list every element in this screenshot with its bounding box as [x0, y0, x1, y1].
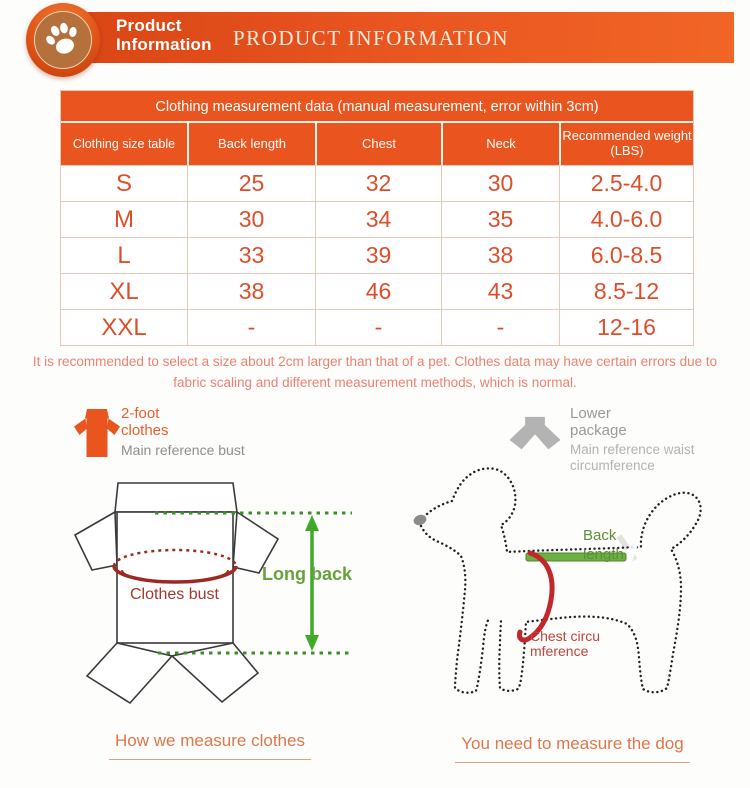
cell-size: S	[115, 169, 132, 197]
cell-neck: 35	[441, 202, 559, 237]
badge-label-line2: Information	[116, 34, 212, 54]
chest-circumference-label: Chest circumference	[530, 628, 601, 660]
cell-back-length: -	[187, 310, 315, 345]
cell-size: M	[114, 205, 134, 233]
long-back-label: Long back	[262, 564, 353, 584]
cell-chest: 34	[315, 202, 441, 237]
back-length-label: Back length	[583, 527, 624, 563]
clothes-caption: How we measure clothes	[109, 731, 311, 760]
legend-lower-type	[570, 405, 658, 440]
table-row	[61, 201, 693, 237]
cell-neck: 43	[441, 274, 559, 309]
sizing-note: It is recommended to select a size about 2cm larger than that of a pet. Clothes data may have certain errors due to fabric scaling and different measurement methods, which is normal.	[32, 354, 718, 390]
legend-lower-subtitle: Main reference waist circumference	[570, 442, 695, 473]
badge-label	[116, 17, 212, 54]
cell-weight: 12-16	[559, 310, 693, 345]
dog-caption: You need to measure the dog	[455, 734, 689, 763]
paw-icon	[41, 18, 85, 62]
cell-size: XXL	[101, 313, 147, 341]
cell-neck: 30	[441, 166, 559, 201]
cell-chest: -	[315, 310, 441, 345]
legend-clothes-type	[121, 405, 196, 440]
clothes-caption-wrap	[60, 731, 360, 760]
cell-chest: 32	[315, 166, 441, 201]
cell-back-length: 33	[187, 238, 315, 273]
dog-measure-diagram	[405, 462, 740, 717]
table-row	[61, 237, 693, 273]
cell-weight: 4.0-6.0	[559, 202, 693, 237]
size-table-header	[61, 123, 693, 165]
cell-size: L	[117, 241, 131, 269]
cell-back-length: 38	[187, 274, 315, 309]
legend-clothes-title: 2-foot clothes	[121, 405, 169, 440]
table-row	[61, 273, 693, 309]
cell-weight: 8.5-12	[559, 274, 693, 309]
table-row	[61, 309, 693, 345]
cell-size: XL	[109, 277, 139, 305]
table-row	[61, 165, 693, 201]
badge-label-line1: Product	[116, 16, 182, 35]
cell-chest: 39	[315, 238, 441, 273]
cell-neck: -	[441, 310, 559, 345]
col-header-weight: Recommended weight (LBS)	[559, 123, 693, 165]
legend-lower-title: Lower package	[570, 405, 627, 440]
cell-back-length: 30	[187, 202, 315, 237]
page-title: PRODUCT INFORMATION	[233, 26, 510, 50]
tshirt-icon	[72, 407, 122, 464]
cell-back-length: 25	[187, 166, 315, 201]
cell-chest: 46	[315, 274, 441, 309]
col-header-back-length: Back length	[187, 123, 315, 165]
cell-weight: 2.5-4.0	[559, 166, 693, 201]
col-header-chest: Chest	[315, 123, 441, 165]
legend-clothes-subtitle: Main reference bust	[121, 442, 245, 458]
size-table	[60, 90, 694, 346]
cell-weight: 6.0-8.5	[559, 238, 693, 273]
cell-neck: 38	[441, 238, 559, 273]
size-table-title: Clothing measurement data (manual measurement, error within 3cm)	[61, 91, 693, 123]
paw-badge	[26, 3, 100, 77]
dog-caption-wrap	[405, 734, 740, 763]
pants-icon	[506, 413, 564, 464]
clothes-bust-label: Clothes bust	[130, 586, 219, 603]
paw-badge-inner	[34, 11, 92, 69]
col-header-neck: Neck	[441, 123, 559, 165]
col-header-size: Clothing size table	[72, 136, 176, 151]
